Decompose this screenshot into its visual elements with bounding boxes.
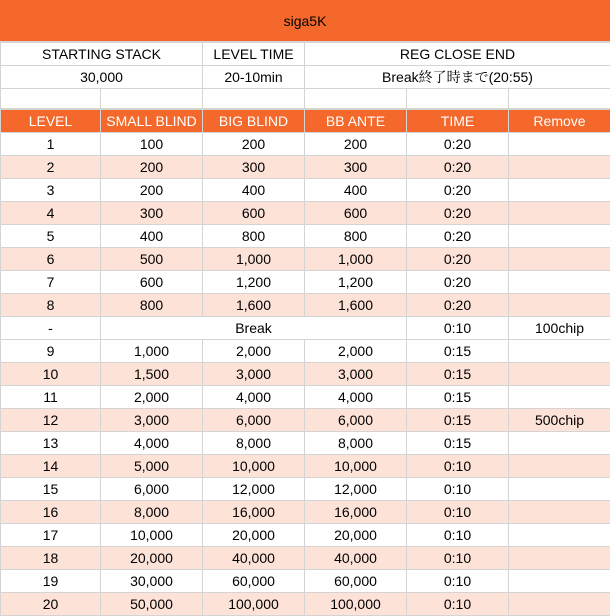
bb-ante-cell[interactable]: 40,000 [305,547,407,570]
level-column-header[interactable]: LEVEL [1,110,101,133]
starting-stack-value[interactable]: 30,000 [1,66,203,89]
remove-cell[interactable] [509,524,610,547]
bb-ante-cell[interactable]: 60,000 [305,570,407,593]
spacer-cell[interactable] [203,89,305,109]
big-blind-cell[interactable]: 1,200 [203,271,305,294]
remove-cell[interactable] [509,432,610,455]
reg-close-header[interactable]: REG CLOSE END [305,43,610,66]
time-cell[interactable]: 0:10 [407,317,509,340]
time-column-header[interactable]: TIME [407,110,509,133]
big-blind-column-header[interactable]: BIG BLIND [203,110,305,133]
starting-stack-header[interactable]: STARTING STACK [1,43,203,66]
big-blind-cell[interactable]: 20,000 [203,524,305,547]
big-blind-cell[interactable]: 8,000 [203,432,305,455]
remove-cell[interactable] [509,340,610,363]
small-blind-cell[interactable]: 50,000 [101,593,203,616]
level-cell[interactable]: 4 [1,202,101,225]
small-blind-cell[interactable]: 1,500 [101,363,203,386]
sheet-title: siga5K [0,0,610,42]
level-cell[interactable]: 5 [1,225,101,248]
remove-cell[interactable] [509,363,610,386]
level-cell[interactable]: 6 [1,248,101,271]
table-row [1,133,610,156]
time-cell[interactable]: 0:10 [407,524,509,547]
remove-column-header[interactable]: Remove [509,110,610,133]
remove-cell[interactable] [509,271,610,294]
big-blind-cell[interactable]: 600 [203,202,305,225]
time-cell[interactable]: 0:15 [407,340,509,363]
spacer-row-table [0,89,610,109]
small-blind-cell[interactable]: 6,000 [101,478,203,501]
remove-cell[interactable] [509,179,610,202]
spacer-cell[interactable] [1,89,101,109]
reg-close-value[interactable]: Break終了時まで(20:55) [305,66,610,89]
level-cell[interactable]: 11 [1,386,101,409]
big-blind-cell[interactable]: 12,000 [203,478,305,501]
table-row [1,202,610,225]
bb-ante-column-header[interactable]: BB ANTE [305,110,407,133]
small-blind-column-header[interactable]: SMALL BLIND [101,110,203,133]
table-row [1,409,610,432]
table-row [1,340,610,363]
level-cell[interactable]: 10 [1,363,101,386]
bb-ante-cell[interactable]: 20,000 [305,524,407,547]
time-cell[interactable]: 0:20 [407,225,509,248]
big-blind-cell[interactable]: 400 [203,179,305,202]
level-cell[interactable]: 18 [1,547,101,570]
small-blind-cell[interactable]: 20,000 [101,547,203,570]
bb-ante-cell[interactable]: 1,200 [305,271,407,294]
time-cell[interactable]: 0:10 [407,478,509,501]
bb-ante-cell[interactable]: 100,000 [305,593,407,616]
big-blind-cell[interactable]: 2,000 [203,340,305,363]
big-blind-cell[interactable]: 200 [203,133,305,156]
time-cell[interactable]: 0:10 [407,455,509,478]
small-blind-cell[interactable]: 600 [101,271,203,294]
level-cell[interactable]: 8 [1,294,101,317]
spacer-cell[interactable] [407,89,509,109]
table-row [1,225,610,248]
big-blind-cell[interactable]: 40,000 [203,547,305,570]
time-cell[interactable]: 0:20 [407,133,509,156]
bb-ante-cell[interactable]: 6,000 [305,409,407,432]
time-cell[interactable]: 0:20 [407,202,509,225]
table-row [1,363,610,386]
small-blind-cell[interactable]: 800 [101,294,203,317]
break-label-cell[interactable]: Break [101,317,407,340]
remove-cell[interactable] [509,386,610,409]
remove-cell[interactable] [509,248,610,271]
table-row [1,570,610,593]
bb-ante-cell[interactable]: 800 [305,225,407,248]
table-row [1,386,610,409]
table-row [1,478,610,501]
blind-structure-table [0,109,610,616]
table-row [1,248,610,271]
bb-ante-cell[interactable]: 600 [305,202,407,225]
time-cell[interactable]: 0:20 [407,156,509,179]
bb-ante-cell[interactable]: 1,000 [305,248,407,271]
spacer-row [1,89,610,109]
level-cell[interactable]: 19 [1,570,101,593]
level-cell[interactable]: 14 [1,455,101,478]
blind-header-row [1,110,610,133]
small-blind-cell[interactable]: 2,000 [101,386,203,409]
level-time-value[interactable]: 20-10min [203,66,305,89]
time-cell[interactable]: 0:20 [407,248,509,271]
bb-ante-cell[interactable]: 300 [305,156,407,179]
time-cell[interactable]: 0:10 [407,547,509,570]
time-cell[interactable]: 0:10 [407,593,509,616]
small-blind-cell[interactable]: 3,000 [101,409,203,432]
small-blind-cell[interactable]: 30,000 [101,570,203,593]
level-cell[interactable]: 2 [1,156,101,179]
remove-cell[interactable] [509,593,610,616]
table-row [1,179,610,202]
remove-cell[interactable] [509,547,610,570]
big-blind-cell[interactable]: 3,000 [203,363,305,386]
bb-ante-cell[interactable]: 10,000 [305,455,407,478]
big-blind-cell[interactable]: 60,000 [203,570,305,593]
remove-cell[interactable]: 100chip [509,317,610,340]
small-blind-cell[interactable]: 1,000 [101,340,203,363]
break-row [1,317,610,340]
small-blind-cell[interactable]: 100 [101,133,203,156]
table-row [1,432,610,455]
time-cell[interactable]: 0:20 [407,294,509,317]
time-cell[interactable]: 0:10 [407,501,509,524]
bb-ante-cell[interactable]: 400 [305,179,407,202]
bb-ante-cell[interactable]: 16,000 [305,501,407,524]
time-cell[interactable]: 0:10 [407,570,509,593]
big-blind-cell[interactable]: 1,600 [203,294,305,317]
bb-ante-cell[interactable]: 1,600 [305,294,407,317]
small-blind-cell[interactable]: 10,000 [101,524,203,547]
big-blind-cell[interactable]: 10,000 [203,455,305,478]
time-cell[interactable]: 0:15 [407,386,509,409]
remove-cell[interactable] [509,455,610,478]
level-cell[interactable]: 12 [1,409,101,432]
bb-ante-cell[interactable]: 2,000 [305,340,407,363]
time-cell[interactable]: 0:15 [407,432,509,455]
table-row [1,271,610,294]
small-blind-cell[interactable]: 300 [101,202,203,225]
bb-ante-cell[interactable]: 3,000 [305,363,407,386]
small-blind-cell[interactable]: 5,000 [101,455,203,478]
table-row [1,593,610,616]
time-cell[interactable]: 0:20 [407,271,509,294]
table-row [1,501,610,524]
table-row [1,156,610,179]
level-cell[interactable]: 3 [1,179,101,202]
big-blind-cell[interactable]: 100,000 [203,593,305,616]
bb-ante-cell[interactable]: 4,000 [305,386,407,409]
level-cell[interactable]: 15 [1,478,101,501]
level-time-header[interactable]: LEVEL TIME [203,43,305,66]
spacer-cell[interactable] [101,89,203,109]
remove-cell[interactable] [509,202,610,225]
level-cell[interactable]: 20 [1,593,101,616]
small-blind-cell[interactable]: 4,000 [101,432,203,455]
big-blind-cell[interactable]: 16,000 [203,501,305,524]
level-cell[interactable]: 9 [1,340,101,363]
remove-cell[interactable] [509,501,610,524]
info-header-row [1,43,610,66]
blind-table-body [1,133,610,616]
level-cell[interactable]: 1 [1,133,101,156]
remove-cell[interactable] [509,225,610,248]
remove-cell[interactable] [509,570,610,593]
table-row [1,294,610,317]
bb-ante-cell[interactable]: 200 [305,133,407,156]
level-cell[interactable]: - [1,317,101,340]
table-row [1,547,610,570]
bb-ante-cell[interactable]: 8,000 [305,432,407,455]
remove-cell[interactable] [509,156,610,179]
big-blind-cell[interactable]: 800 [203,225,305,248]
time-cell[interactable]: 0:15 [407,363,509,386]
big-blind-cell[interactable]: 4,000 [203,386,305,409]
big-blind-cell[interactable]: 300 [203,156,305,179]
table-row [1,524,610,547]
big-blind-cell[interactable]: 1,000 [203,248,305,271]
level-cell[interactable]: 7 [1,271,101,294]
small-blind-cell[interactable]: 200 [101,179,203,202]
small-blind-cell[interactable]: 400 [101,225,203,248]
remove-cell[interactable] [509,478,610,501]
info-value-row [1,66,610,89]
small-blind-cell[interactable]: 500 [101,248,203,271]
spacer-cell[interactable] [305,89,407,109]
time-cell[interactable]: 0:20 [407,179,509,202]
bb-ante-cell[interactable]: 12,000 [305,478,407,501]
big-blind-cell[interactable]: 6,000 [203,409,305,432]
table-row [1,455,610,478]
time-cell[interactable]: 0:15 [407,409,509,432]
small-blind-cell[interactable]: 8,000 [101,501,203,524]
spacer-cell[interactable] [509,89,610,109]
level-cell[interactable]: 17 [1,524,101,547]
remove-cell[interactable]: 500chip [509,409,610,432]
small-blind-cell[interactable]: 200 [101,156,203,179]
level-cell[interactable]: 13 [1,432,101,455]
level-cell[interactable]: 16 [1,501,101,524]
tournament-info-table [0,42,610,89]
remove-cell[interactable] [509,294,610,317]
remove-cell[interactable] [509,133,610,156]
